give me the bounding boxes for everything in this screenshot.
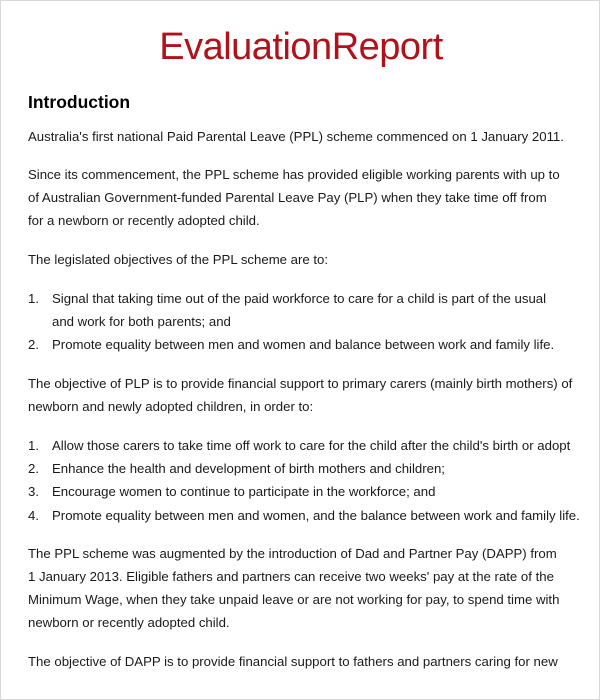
paragraph-intro: Australia's first national Paid Parental Leave (PPL) scheme commenced on 1 January 2011.	[28, 129, 564, 144]
paragraph-ppl-line-3: for a newborn or recently adopted child.	[28, 213, 260, 228]
list-item-number: 1.	[28, 291, 39, 306]
list-item-number: 2.	[28, 461, 39, 476]
section-heading-introduction: Introduction	[28, 92, 131, 112]
list-item-text: Encourage women to continue to participate in the workforce; and	[52, 484, 436, 499]
list-item-text: Enhance the health and development of birth mothers and children;	[52, 461, 445, 476]
paragraph-dapp-line-2: 1 January 2013. Eligible fathers and partners can receive two weeks' pay at the rate of the	[28, 569, 554, 584]
paragraph-dapp-line-4: newborn or recently adopted child.	[28, 615, 230, 630]
paragraph-ppl-line-2: of Australian Government-funded Parental Leave Pay (PLP) when they take time off from	[28, 190, 547, 205]
list-item-text: Signal that taking time out of the paid workforce to care for a child is part of the usual	[52, 291, 547, 306]
paragraph-dapp-line-1: The PPL scheme was augmented by the introduction of Dad and Partner Pay (DAPP) from	[28, 546, 557, 561]
paragraph-dapp-objective: The objective of DAPP is to provide financial support to fathers and partners caring for new	[28, 654, 558, 669]
list-item-number: 2.	[28, 337, 39, 352]
list-item-text: Promote equality between men and women and balance between work and family life.	[52, 337, 555, 352]
list-item-text: Allow those carers to take time off work to care for the child after the child's birth or adopt	[52, 438, 571, 453]
paragraph-plp-line-2: newborn and newly adopted children, in order to:	[28, 399, 314, 414]
paragraph-dapp-line-3: Minimum Wage, when they take unpaid leave or are not working for pay, to spend time with	[28, 592, 560, 607]
paragraph-plp-line-1: The objective of PLP is to provide financial support to primary carers (mainly birth mothers) of	[28, 376, 573, 391]
list-item-text-continued: and work for both parents; and	[52, 314, 231, 329]
paragraph-ppl-line-1: Since its commencement, the PPL scheme has provided eligible working parents with up to	[28, 167, 560, 182]
list-item-number: 1.	[28, 438, 39, 453]
paragraph-objectives: The legislated objectives of the PPL scheme are to:	[28, 252, 329, 267]
list-item-text: Promote equality between men and women, and the balance between work and family life.	[52, 508, 580, 523]
list-item-number: 3.	[28, 484, 39, 499]
document-title: EvaluationReport	[159, 26, 443, 68]
list-item-number: 4.	[28, 508, 39, 523]
